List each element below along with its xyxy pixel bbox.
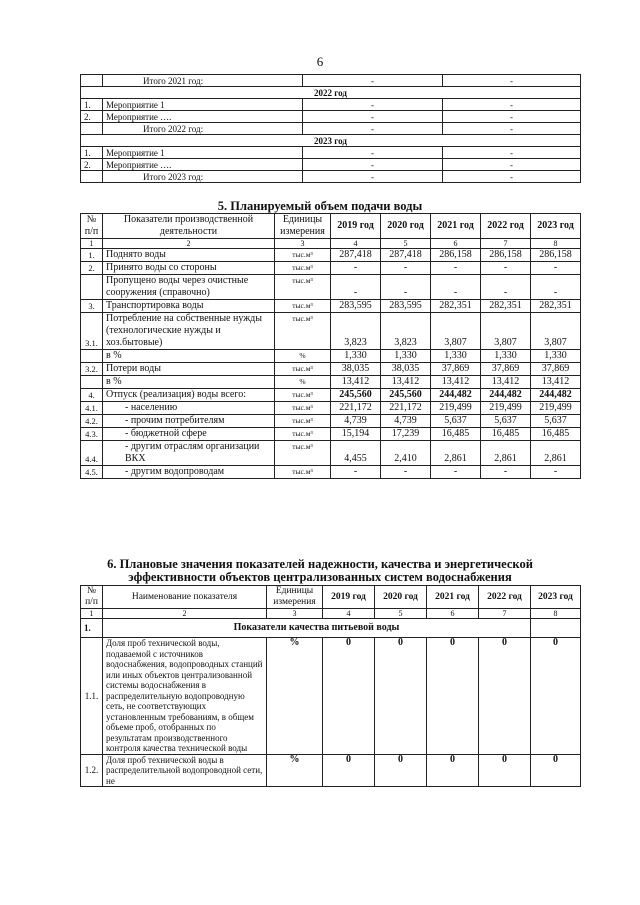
header-year: 2021 год [431,214,481,239]
row-number [81,376,103,389]
table-row [81,441,581,466]
group-number: 1. [81,619,103,638]
column-index: 2 [103,609,267,619]
row-value: - [443,147,581,159]
row-number: 1. [81,147,103,159]
row-number: 3.2. [81,363,103,376]
index-row [81,609,581,619]
row-value: 37,869 [481,363,531,376]
section-5-title: 5. Планируемый объем подачи воды [217,199,423,213]
row-value: 1,330 [331,350,381,363]
row-name: в % [103,376,275,389]
row-name: Доля проб технической воды, подаваемой с источников водоснабжения, водопроводных станций или иных объектов централизованной системы водоснабжения в распределительную водопроводную сеть, не соответствующих установленным требованиям, в общем объеме проб, отобранных по результатам производственного контроля качества технической воды [103,638,267,755]
header-year: 2020 год [375,586,427,609]
row-number: 3. [81,300,103,313]
row-unit: % [275,350,331,363]
header-year: 2021 год [427,586,479,609]
row-unit: % [275,376,331,389]
row-value: - [431,466,481,479]
header-year: 2022 год [481,214,531,239]
table-row [81,99,581,111]
row-value: - [531,275,581,300]
row-value: - [431,262,481,275]
row-unit: тыс.м³ [275,415,331,428]
row-unit: тыс.м³ [275,275,331,300]
row-number: 1.2. [81,754,103,787]
table-row [81,123,581,135]
row-value: 13,412 [431,376,481,389]
row-value: - [303,171,443,183]
header-unit: Единицы измерения [267,586,323,609]
row-value: 0 [479,754,531,787]
row-value: 219,499 [431,402,481,415]
row-value: - [331,262,381,275]
column-index: 2 [103,239,275,249]
row-number: 2. [81,262,103,275]
row-value: 282,351 [481,300,531,313]
table-row [81,428,581,441]
row-number: 4. [81,389,103,402]
row-value: - [443,171,581,183]
row-name: Потребление на собственные нужды (технологические нужды и хоз.бытовые) [103,313,275,350]
row-name: Потери воды [103,363,275,376]
row-value: 283,595 [331,300,381,313]
row-value: - [303,147,443,159]
row-value: 2,410 [381,441,431,466]
row-value: - [531,466,581,479]
row-value: 221,172 [331,402,381,415]
row-value: 245,560 [331,389,381,402]
row-value: 0 [375,754,427,787]
year-heading: 2023 год [81,135,581,147]
row-unit: тыс.м³ [275,428,331,441]
row-value: - [443,111,581,123]
table-row [81,389,581,402]
table-row [81,147,581,159]
page-number: 6 [316,54,324,69]
row-value: 2,861 [481,441,531,466]
row-number: 1. [81,249,103,262]
row-value: 4,455 [331,441,381,466]
row-value: 16,485 [531,428,581,441]
row-value: 0 [323,754,375,787]
row-unit: тыс.м³ [275,441,331,466]
row-number: 2. [81,111,103,123]
row-name: Принято воды со стороны [103,262,275,275]
table-row [81,363,581,376]
row-value: 5,637 [531,415,581,428]
group-row [81,619,581,638]
row-value: 283,595 [381,300,431,313]
column-index: 3 [267,609,323,619]
row-value: 37,869 [531,363,581,376]
row-name: Мероприятие …. [103,111,303,123]
row-value: - [303,111,443,123]
row-value: 16,485 [431,428,481,441]
row-value: - [303,159,443,171]
row-value: 245,560 [381,389,431,402]
header-name: Показатели производственной деятельности [103,214,275,239]
column-index: 4 [323,609,375,619]
table-row [81,754,581,787]
row-value: - [481,262,531,275]
table-row [81,638,581,755]
header-num: № п/п [81,214,103,239]
row-name: - прочим потребителям [103,415,275,428]
column-index: 3 [275,239,331,249]
row-number [81,171,103,183]
row-value: - [443,123,581,135]
row-value: 286,158 [531,249,581,262]
row-value: 4,739 [331,415,381,428]
row-unit: тыс.м³ [275,262,331,275]
row-unit: % [267,754,323,787]
year-heading: 2022 год [81,87,581,99]
row-value: 2,861 [531,441,581,466]
row-value: - [381,262,431,275]
row-value: - [531,262,581,275]
row-value: 287,418 [331,249,381,262]
row-value: 4,739 [381,415,431,428]
table-row [81,415,581,428]
header-year: 2022 год [479,586,531,609]
row-unit: тыс.м³ [275,402,331,415]
row-unit: тыс.м³ [275,249,331,262]
table-row [81,300,581,313]
column-index: 1 [81,239,103,249]
row-value: - [443,75,581,87]
column-index: 8 [531,609,581,619]
row-number [81,350,103,363]
row-value: 1,330 [531,350,581,363]
row-value: 0 [531,638,581,755]
row-value: 17,239 [381,428,431,441]
row-unit: % [267,638,323,755]
column-index: 7 [481,239,531,249]
row-value: 0 [427,638,479,755]
row-name: Мероприятие …. [103,159,303,171]
row-value: 15,194 [331,428,381,441]
table-row [81,262,581,275]
row-value: 13,412 [381,376,431,389]
row-name: в % [103,350,275,363]
row-value: 37,869 [431,363,481,376]
row-number [81,75,103,87]
row-value: 16,485 [481,428,531,441]
row-value: 13,412 [481,376,531,389]
row-value: 0 [375,638,427,755]
row-value: 3,807 [531,313,581,350]
row-value: - [443,99,581,111]
row-value: 13,412 [331,376,381,389]
row-value: 3,823 [331,313,381,350]
section-6-title-line2: эффективности объектов централизованных систем водоснабжения [128,570,512,584]
table-row [81,75,581,87]
row-value: 3,807 [431,313,481,350]
row-value: - [303,75,443,87]
row-name: Отпуск (реализация) воды всего: [103,389,275,402]
row-number: 1. [81,99,103,111]
table-row [81,171,581,183]
column-index: 6 [431,239,481,249]
row-value: - [331,466,381,479]
row-value: - [331,275,381,300]
table-row [81,249,581,262]
row-name: Мероприятие 1 [103,99,303,111]
row-name: Итого 2021 год: [103,75,303,87]
row-name: - другим водопроводам [103,466,275,479]
row-unit: тыс.м³ [275,300,331,313]
table-row [81,466,581,479]
row-value: - [481,466,531,479]
row-name: - бюджетной сфере [103,428,275,441]
row-value: 287,418 [381,249,431,262]
row-unit: тыс.м³ [275,363,331,376]
row-value: 3,807 [481,313,531,350]
water-supply-table [80,213,581,479]
row-value: 38,035 [331,363,381,376]
header-name: Наименование показателя [103,586,267,609]
row-name: - населению [103,402,275,415]
column-index: 4 [331,239,381,249]
row-value: 221,172 [381,402,431,415]
row-value: 38,035 [381,363,431,376]
row-number [81,123,103,135]
table-row [81,402,581,415]
row-unit: тыс.м³ [275,313,331,350]
row-name: Поднято воды [103,249,275,262]
row-number: 3.1. [81,313,103,350]
table-row [81,313,581,350]
row-value: 286,158 [431,249,481,262]
row-name: Доля проб технической воды в распределительной водопроводной сети, не [103,754,267,787]
row-value: 244,482 [481,389,531,402]
measures-table [80,74,581,183]
table-row [81,159,581,171]
header-year: 2023 год [531,586,581,609]
row-value: 5,637 [481,415,531,428]
row-value: 1,330 [381,350,431,363]
row-value: - [303,99,443,111]
row-unit: тыс.м³ [275,389,331,402]
table-row [81,87,581,99]
header-unit: Единицы измерения [275,214,331,239]
row-value: 0 [323,638,375,755]
header-year: 2020 год [381,214,431,239]
section-6-title-line1: 6. Плановые значения показателей надежности, качества и энергетической [107,557,533,571]
row-number: 2. [81,159,103,171]
row-value: - [481,275,531,300]
row-number: 4.1. [81,402,103,415]
row-number: 4.2. [81,415,103,428]
indicators-table [80,585,581,787]
column-index: 5 [375,609,427,619]
index-row [81,239,581,249]
column-index: 1 [81,609,103,619]
table-row [81,350,581,363]
row-value: 13,412 [531,376,581,389]
row-value: - [303,123,443,135]
row-value: 1,330 [431,350,481,363]
header-year: 2023 год [531,214,581,239]
row-name: Пропущено воды через очистные сооружения (справочно) [103,275,275,300]
row-number: 1.1. [81,638,103,755]
column-index: 7 [479,609,531,619]
row-value: 0 [427,754,479,787]
row-number [81,275,103,300]
group-title: Показатели качества питьевой воды [103,619,531,638]
row-number: 4.5. [81,466,103,479]
row-value: 244,482 [431,389,481,402]
row-unit: тыс.м³ [275,466,331,479]
table-row [81,135,581,147]
row-name: Итого 2023 год: [103,171,303,183]
table-row [81,111,581,123]
column-index: 6 [427,609,479,619]
row-name: - другим отраслям организации ВКХ [103,441,275,466]
row-number: 4.3. [81,428,103,441]
table-row [81,275,581,300]
row-value: - [381,275,431,300]
row-value: 282,351 [531,300,581,313]
table-row [81,376,581,389]
row-number: 4.4. [81,441,103,466]
row-value: 5,637 [431,415,481,428]
empty-cell [531,619,581,638]
row-value: 244,482 [531,389,581,402]
header-year: 2019 год [331,214,381,239]
header-num: № п/п [81,586,103,609]
row-value: - [443,159,581,171]
header-year: 2019 год [323,586,375,609]
row-value: - [431,275,481,300]
row-value: 0 [479,638,531,755]
column-index: 8 [531,239,581,249]
row-name: Мероприятие 1 [103,147,303,159]
row-value: 219,499 [481,402,531,415]
row-name: Транспортировка воды [103,300,275,313]
row-value: 3,823 [381,313,431,350]
row-name: Итого 2022 год: [103,123,303,135]
row-value: 1,330 [481,350,531,363]
column-index: 5 [381,239,431,249]
row-value: 219,499 [531,402,581,415]
row-value: 0 [531,754,581,787]
row-value: 282,351 [431,300,481,313]
row-value: 286,158 [481,249,531,262]
row-value: - [381,466,431,479]
row-value: 2,861 [431,441,481,466]
